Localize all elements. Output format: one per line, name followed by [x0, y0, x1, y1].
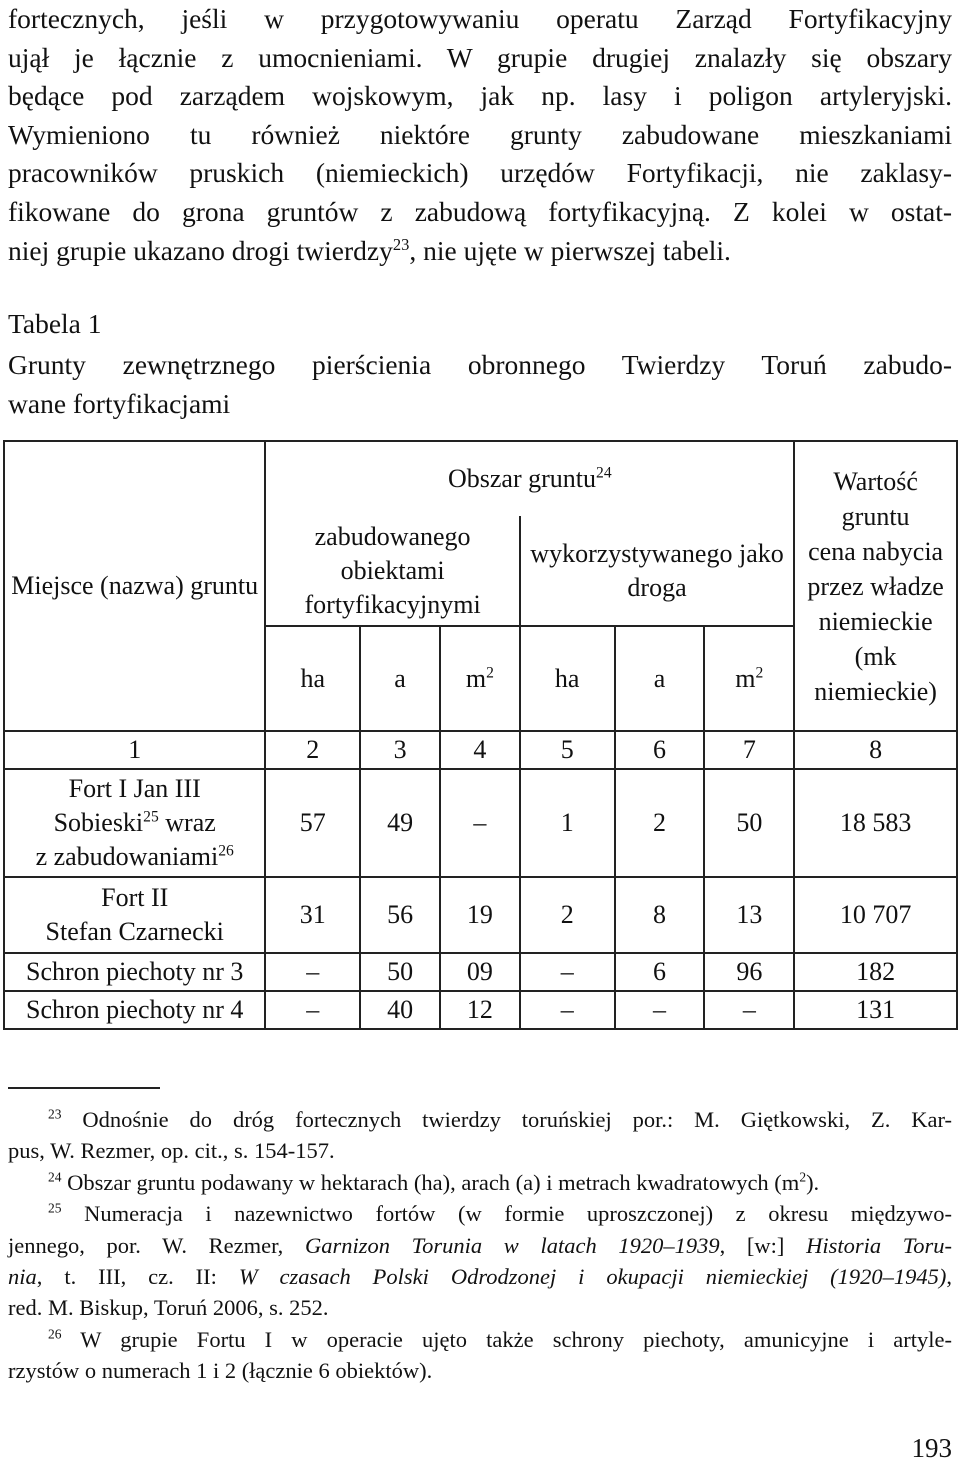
table-cell: 2 — [520, 877, 615, 953]
unit-label: m — [735, 663, 756, 693]
unit-ha: ha — [520, 626, 615, 731]
table-row — [4, 769, 957, 877]
footnote-number: 23 — [48, 1106, 62, 1122]
table-cell: 50 — [360, 953, 440, 991]
footnote-text: , t. III, cz. II: — [36, 1264, 239, 1290]
footnote-line: rzystów o numerach 1 i 2 (łącznie 6 obiektów). — [8, 1358, 433, 1384]
place-line: Fort II — [101, 883, 169, 912]
table-row — [4, 953, 957, 991]
header-built — [265, 516, 519, 626]
footnote-23 — [8, 1104, 952, 1135]
footnote-text: , — [946, 1264, 952, 1290]
place-line — [7, 840, 262, 874]
unit-exponent: 2 — [755, 663, 764, 681]
unit-exponent: 2 — [799, 1169, 807, 1185]
place-text: z zabudowaniami — [35, 842, 219, 871]
place-line — [7, 806, 262, 840]
table-cell: 6 — [615, 953, 705, 991]
footnote-title: Garnizon Torunia w latach 1920–1939 — [304, 1232, 720, 1258]
footnote-text: Obszar gruntu podawany w hektarach (ha), arach (a) i metrach kwadratowych (m — [67, 1169, 800, 1195]
table-cell: – — [265, 953, 360, 991]
table-cell: 40 — [360, 991, 440, 1029]
col-number: 5 — [520, 731, 615, 769]
footnote-number: 25 — [48, 1200, 62, 1216]
table-cell: 56 — [360, 877, 440, 953]
unit-m2 — [704, 626, 794, 731]
row-place — [4, 877, 265, 953]
header-value-sublabel: cena nabycia przez władze niemieckie (mk niemieckie) — [807, 536, 944, 706]
header-area-label: Obszar gruntu — [448, 464, 597, 493]
table-cell: 31 — [265, 877, 360, 953]
table-title-line: Grunty zewnętrznego pierścienia obronnego Twierdzy Toruń zabudo- — [8, 349, 952, 380]
body-line — [8, 232, 952, 271]
table-title-line: wane fortyfikacjami — [8, 387, 231, 419]
table-cell: 8 — [615, 877, 705, 953]
table-cell: 57 — [265, 769, 360, 877]
place-text: wraz — [158, 808, 216, 837]
col-number: 7 — [704, 731, 794, 769]
table-cell: – — [615, 991, 705, 1029]
unit-m2 — [440, 626, 520, 731]
footnote-ref-25: 25 — [143, 808, 159, 826]
footnote-24 — [8, 1167, 952, 1198]
table-cell: – — [265, 991, 360, 1029]
row-place: Schron piechoty nr 3 — [4, 953, 265, 991]
header-place — [4, 441, 265, 731]
footnote-ref-24: 24 — [596, 464, 612, 482]
footnote-text: Numeracja i nazewnictwo fortów (w formie uproszczonej) z okresu międzywo- — [84, 1201, 952, 1227]
footnote-title: W czasach Polski Odrodzonej i okupacji niemieckiej (1920–1945) — [238, 1264, 947, 1290]
footnote-26 — [8, 1324, 952, 1355]
row-place — [4, 769, 265, 877]
footnote-ref-26: 26 — [218, 842, 234, 860]
unit-ha: ha — [265, 626, 360, 731]
header-built-label: zabudowanego obiektami fortyfikacyjnymi — [304, 521, 481, 619]
header-road — [520, 516, 794, 626]
table-cell: 12 — [440, 991, 520, 1029]
table-cell: 18 583 — [794, 769, 957, 877]
data-table — [3, 440, 958, 1030]
place-text: Sobieski — [53, 808, 144, 837]
row-place: Schron piechoty nr 4 — [4, 991, 265, 1029]
body-text-run: niej grupie ukazano drogi twierdzy — [8, 234, 393, 266]
footnote-separator — [8, 1087, 160, 1089]
table-title — [8, 346, 952, 423]
footnote-line — [8, 1261, 952, 1292]
table-cell: 09 — [440, 953, 520, 991]
body-text-run: , nie ujęte w pierwszej tabeli. — [409, 234, 731, 266]
table-cell: 50 — [704, 769, 794, 877]
table-cell: 49 — [360, 769, 440, 877]
unit-label: m — [465, 663, 487, 693]
table-cell: – — [520, 991, 615, 1029]
unit-exponent: 2 — [486, 663, 494, 681]
header-place-label: Miejsce (nazwa) gruntu — [11, 571, 259, 600]
col-number: 4 — [440, 731, 520, 769]
table-cell: 1 — [520, 769, 615, 877]
table-cell: 13 — [704, 877, 794, 953]
footnote-title: nia — [8, 1264, 37, 1290]
body-paragraph — [8, 0, 952, 270]
footnote-line: red. M. Biskup, Toruń 2006, s. 252. — [8, 1295, 329, 1321]
footnote-line — [8, 1230, 952, 1261]
body-line: będące pod zarządem wojskowym, jak np. lasy i poligon artyleryjski. — [8, 80, 952, 112]
col-number: 8 — [794, 731, 957, 769]
table-cell: – — [704, 991, 794, 1029]
body-line: fortecznych, jeśli w przygotowywaniu operatu Zarząd Fortyfikacyjny — [8, 3, 952, 34]
footnote-25 — [8, 1198, 952, 1229]
table-row — [4, 877, 957, 953]
footnote-title: Historia Toru- — [806, 1232, 952, 1258]
table-cell: 182 — [794, 953, 957, 991]
col-number: 6 — [615, 731, 705, 769]
table-row — [4, 991, 957, 1029]
footnote-text: jennego, por. W. Rezmer, — [8, 1232, 305, 1258]
header-area — [265, 441, 794, 516]
footnote-text: W grupie Fortu I w operacie ujęto także schrony piechoty, amunicyjne i artyle- — [80, 1326, 953, 1352]
footnote-number: 24 — [48, 1169, 62, 1185]
unit-a: a — [615, 626, 705, 731]
header-value — [794, 441, 957, 731]
col-number: 2 — [265, 731, 360, 769]
body-line: pracowników pruskich (niemieckich) urzędów Fortyfikacji, nie zaklasy- — [8, 157, 952, 189]
place-line: Fort I Jan III — [68, 774, 201, 803]
table-cell: 2 — [615, 769, 705, 877]
col-number: 1 — [4, 731, 265, 769]
header-road-label: wykorzystywanego jako droga — [530, 538, 784, 602]
footnote-text: , [w:] — [719, 1232, 807, 1258]
table-number: Tabela 1 — [8, 308, 102, 339]
footnote-ref-23: 23 — [392, 234, 410, 254]
table-cell: 19 — [440, 877, 520, 953]
table-cell: – — [520, 953, 615, 991]
place-line: Stefan Czarnecki — [45, 917, 224, 946]
body-line: Wymieniono tu również niektóre grunty zabudowane mieszkaniami — [8, 118, 952, 150]
footnotes — [8, 1104, 952, 1387]
header-value-label: Wartość gruntu — [833, 466, 918, 531]
table-cell: 10 707 — [794, 877, 957, 953]
col-number: 3 — [360, 731, 440, 769]
footnote-number: 26 — [48, 1326, 62, 1342]
unit-a: a — [360, 626, 440, 731]
table-cell: – — [440, 769, 520, 877]
page-number: 193 — [911, 1433, 952, 1463]
footnote-line: pus, W. Rezmer, op. cit., s. 154-157. — [8, 1138, 335, 1164]
footnote-text: Odnośnie do dróg fortecznych twierdzy toruńskiej por.: M. Giętkowski, Z. Kar- — [82, 1107, 952, 1132]
footnote-text: ). — [806, 1169, 820, 1195]
body-line: fikowane do grona gruntów z zabudową fortyfikacyjną. Z kolei w ostat- — [8, 195, 952, 227]
table-cell: 96 — [704, 953, 794, 991]
table-cell: 131 — [794, 991, 957, 1029]
body-line: ujął je łącznie z umocnieniami. W grupie drugiej znalazły się obszary — [8, 41, 952, 73]
